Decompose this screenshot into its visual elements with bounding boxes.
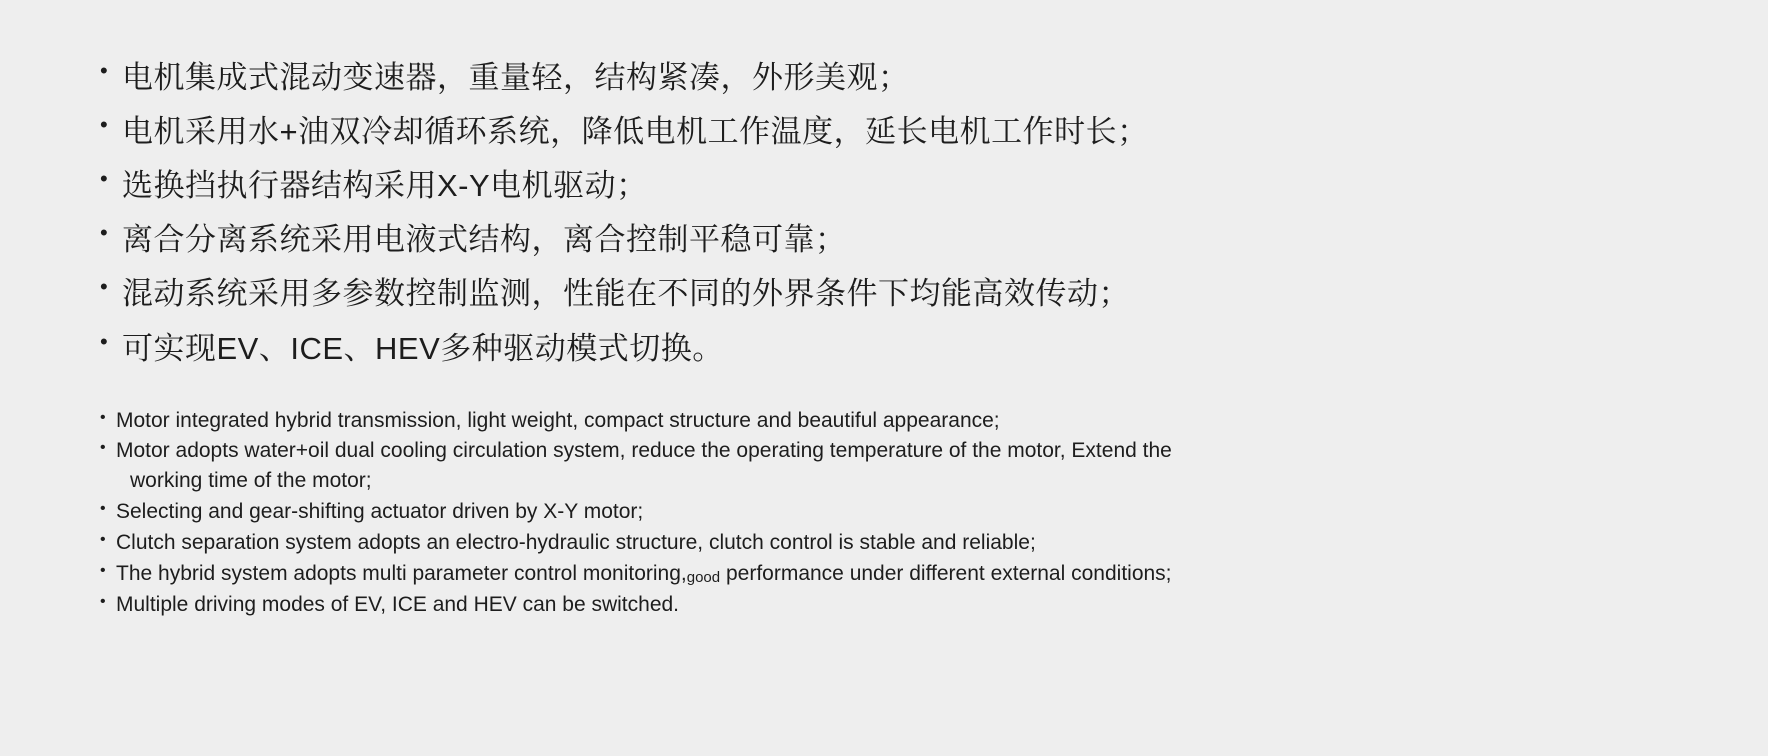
english-bullet-text: Clutch separation system adopts an electro-hydraulic structure, clutch control is stable and reliable; xyxy=(116,530,1036,554)
chinese-bullet-text: 电机采用水+油双冷却循环系统，降低电机工作温度，延长电机工作时长； xyxy=(122,114,1149,150)
list-item xyxy=(100,162,1678,209)
english-bullet-text: Motor integrated hybrid transmission, light weight, compact structure and beautiful appearance; xyxy=(116,408,1000,432)
list-item xyxy=(100,436,1678,496)
english-bullet-text: Multiple driving modes of EV, ICE and HEV can be switched. xyxy=(116,592,680,616)
chinese-bullet-text: 离合分离系统采用电液式结构，离合控制平稳可靠； xyxy=(122,222,847,258)
list-item xyxy=(100,528,1678,558)
list-item xyxy=(100,559,1678,589)
english-bullet-text xyxy=(116,436,1678,496)
list-item xyxy=(100,590,1678,620)
bullet-icon: • xyxy=(100,561,106,579)
chinese-bullet-text: 电机集成式混动变速器，重量轻，结构紧凑，外形美观； xyxy=(122,60,910,95)
bullet-icon: • xyxy=(100,408,106,426)
list-item xyxy=(100,270,1678,317)
list-item xyxy=(100,406,1678,436)
english-bullet-text xyxy=(116,559,1678,589)
bullet-icon: • xyxy=(100,592,106,610)
bullet-icon: • xyxy=(100,112,109,138)
bullet-icon: • xyxy=(100,439,106,457)
bullet-icon: • xyxy=(100,328,109,354)
list-item xyxy=(100,54,1678,101)
bullet-icon: • xyxy=(100,274,109,300)
bullet-icon: • xyxy=(100,530,106,548)
english-bullet-segment-tail: performance under different external conditions; xyxy=(725,561,1172,585)
english-bullet-line-2: working time of the motor; xyxy=(130,469,372,493)
english-bullet-list xyxy=(100,406,1678,620)
bullet-icon: • xyxy=(100,58,109,83)
chinese-bullet-text: 选换挡执行器结构采用X-Y电机驱动； xyxy=(122,168,648,204)
list-item xyxy=(100,325,1678,372)
english-bullet-segment-main: The hybrid system adopts multi parameter control monitoring, xyxy=(116,561,687,585)
bullet-icon: • xyxy=(100,500,106,518)
list-item xyxy=(100,497,1678,527)
list-item xyxy=(100,108,1678,155)
english-bullet-text: Selecting and gear-shifting actuator driven by X-Y motor; xyxy=(116,500,644,524)
bullet-icon: • xyxy=(100,166,109,192)
english-bullet-line-1: Motor adopts water+oil dual cooling circulation system, reduce the operating temperature of the motor, Extend the xyxy=(116,439,1172,463)
chinese-bullet-text: 可实现EV、ICE、HEV多种驱动模式切换。 xyxy=(122,330,724,366)
chinese-bullet-list xyxy=(100,54,1678,372)
chinese-bullet-text: 混动系统采用多参数控制监测，性能在不同的外界条件下均能高效传动； xyxy=(122,276,1130,312)
bullet-icon: • xyxy=(100,220,109,246)
english-bullet-segment-small: good xyxy=(686,568,721,586)
list-item xyxy=(100,216,1678,263)
